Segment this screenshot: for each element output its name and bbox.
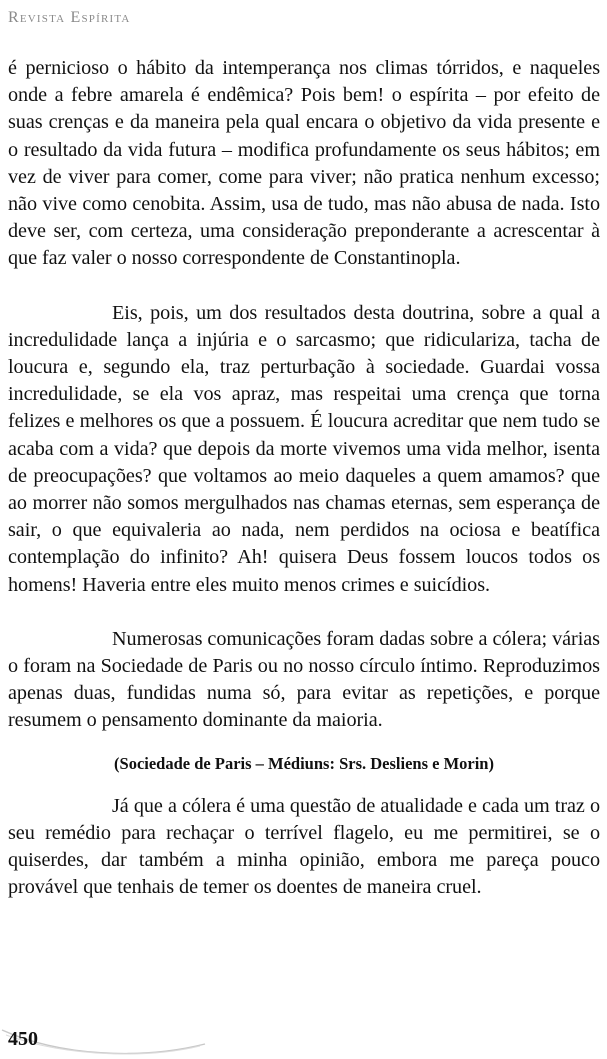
page-body [8,55,600,901]
section-heading: (Sociedade de Paris – Médiuns: Srs. Desliens e Morin) [114,753,494,773]
paragraph-spacer [8,273,600,300]
paragraph-spacer [8,775,600,793]
page-number: 450 [8,1028,38,1050]
paragraph-spacer [8,599,600,626]
paragraph-4: Já que a cólera é uma questão de atualidade e cada um traz o seu remédio para rechaçar o terrível flagelo, eu me permitirei, se o quiserdes, dar também a minha opinião, embora me pareça pouco provável que tenhais de temer os doentes de maneira cruel. [8,794,600,899]
paragraph-1: é pernicioso o hábito da intemperança nos climas tórridos, e naqueles onde a febre amarela é endêmica? Pois bem! o espírita – por efeito de suas crenças e da maneira pela qual encara o objetivo da vida presente e o resultado da vida futura – modifica profundamente os seus hábitos; em vez de viver para comer, come para viver; não pratica nenhum excesso; não vive como cenobita. Assim, usa de tudo, mas não abusa de nada. Isto deve ser, com certeza, uma consideração preponderante a acrescentar à que faz valer o nosso correspondente de Constantinopla. [8,57,600,270]
paragraph-3: Numerosas comunicações foram dadas sobre a cólera; várias o foram na Sociedade de Paris ou no nosso círculo íntimo. Reproduzimos apenas duas, fundidas numa só, para evitar as repetições, e porque resumem o pensamento dominante da maioria. [8,627,600,732]
paragraph-spacer [8,735,600,753]
running-header: Revista Espírita [8,9,131,26]
paragraph-2: Eis, pois, um dos resultados desta doutrina, sobre a qual a incredulidade lança a injúria e o sarcasmo; que ridiculariza, tacha de loucura e, segundo ela, traz perturbação à sociedade. Guardai vossa incredulidade, se ela vos apraz, mas respeitai uma crença que torna felizes e melhores os que a possuem. É loucura acreditar que nem tudo se acaba com a vida? que depois da morte vivemos uma vida melhor, isenta de preocupações? que voltamos ao meio daqueles a quem amamos? que ao morrer não somos mergulhados nas chamas eternas, sem esperança de sair, o que equivaleria ao nada, nem perdidos na ociosa e beatífica contemplação do infinito? Ah! quisera Deus fossem loucos todos os homens! Haveria entre eles muito menos crimes e suicídios. [8,301,600,596]
